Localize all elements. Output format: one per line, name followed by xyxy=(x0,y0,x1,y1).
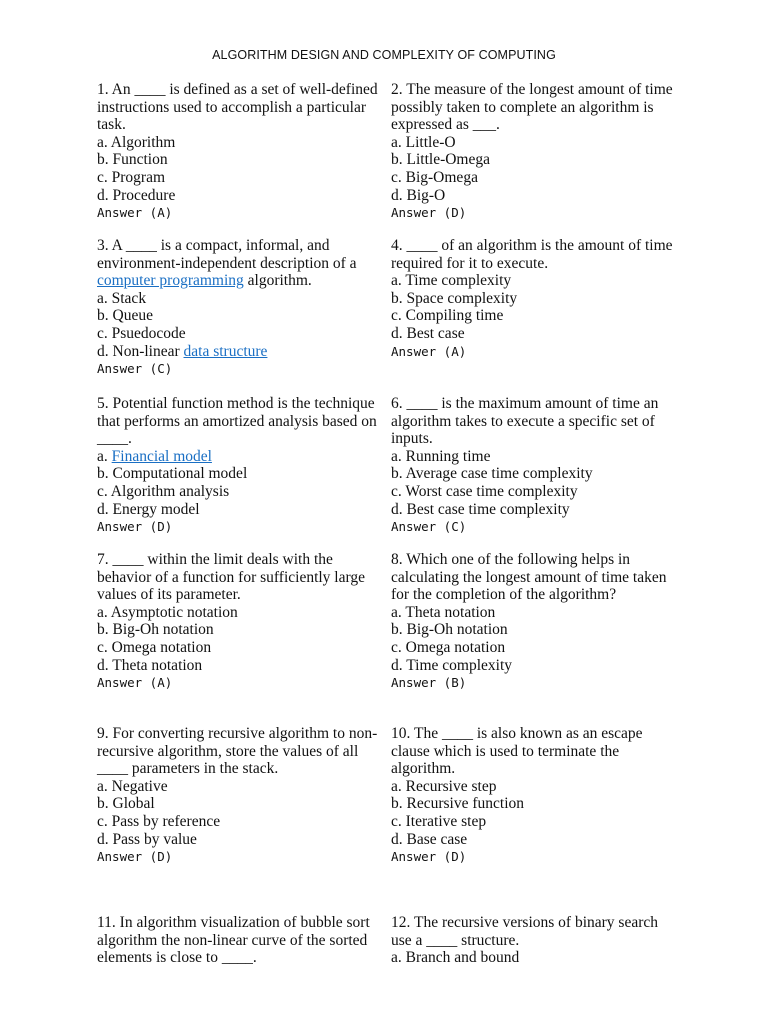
stem-text: algorithm. xyxy=(243,272,312,290)
option-c: c. Omega notation xyxy=(97,638,212,656)
option-d: d. Big-O xyxy=(391,186,446,204)
question-10 xyxy=(391,725,673,866)
question-stem: 6. ____ is the maximum amount of time an algorithm takes to execute a specific set of inputs. xyxy=(391,395,659,448)
option-b: b. Big-Oh notation xyxy=(97,621,214,639)
option-c: c. Compiling time xyxy=(391,307,504,325)
answer: Answer (D) xyxy=(391,205,467,221)
option-b: b. Global xyxy=(97,795,155,813)
option-a xyxy=(97,448,379,466)
question-4 xyxy=(391,237,673,360)
option-d: d. Base case xyxy=(391,830,468,848)
option-a: a. Theta notation xyxy=(391,603,496,621)
question-stem: 11. In algorithm visualization of bubble sort algorithm the non-linear curve of the sorted elements is close to ____. xyxy=(97,914,370,967)
option-c: c. Big-Omega xyxy=(391,168,478,186)
option-text: d. Non-linear xyxy=(97,342,184,360)
option-a: a. Branch and bound xyxy=(391,949,520,967)
question-stem: 4. ____ of an algorithm is the amount of time required for it to execute. xyxy=(391,237,673,272)
option-b: b. Recursive function xyxy=(391,795,525,813)
data-structure-link[interactable]: data structure xyxy=(183,342,268,360)
option-a: a. Asymptotic notation xyxy=(97,603,238,621)
option-d: d. Best case xyxy=(391,324,465,342)
answer: Answer (D) xyxy=(97,849,173,865)
option-c: c. Program xyxy=(97,168,166,186)
answer: Answer (D) xyxy=(391,849,467,865)
option-d: d. Procedure xyxy=(97,186,176,204)
question-2 xyxy=(391,81,673,222)
option-text: a. xyxy=(97,447,112,465)
question-7 xyxy=(97,551,379,692)
option-b: b. Queue xyxy=(97,307,153,325)
option-d: d. Theta notation xyxy=(97,656,203,674)
answer: Answer (D) xyxy=(97,519,173,535)
question-9 xyxy=(97,725,379,866)
question-1 xyxy=(97,81,379,222)
option-c: c. Iterative step xyxy=(391,812,487,830)
question-stem: 5. Potential function method is the technique that performs an amortized analysis based on ____. xyxy=(97,395,377,448)
option-d xyxy=(97,343,379,361)
answer: Answer (A) xyxy=(97,675,173,691)
option-c: c. Worst case time complexity xyxy=(391,482,578,500)
question-11 xyxy=(97,914,379,967)
option-a: a. Recursive step xyxy=(391,777,497,795)
option-a: a. Algorithm xyxy=(97,133,176,151)
option-c: c. Psuedocode xyxy=(97,324,186,342)
option-b: b. Big-Oh notation xyxy=(391,621,508,639)
answer: Answer (B) xyxy=(391,675,467,691)
page-title: ALGORITHM DESIGN AND COMPLEXITY OF COMPUTING xyxy=(212,48,556,62)
option-b: b. Space complexity xyxy=(391,289,518,307)
question-6 xyxy=(391,395,673,536)
option-c: c. Algorithm analysis xyxy=(97,482,230,500)
option-b: b. Little-Omega xyxy=(391,151,490,169)
option-a: a. Time complexity xyxy=(391,272,512,290)
financial-model-link[interactable]: Financial model xyxy=(111,447,212,465)
stem-text: 3. A ____ is a compact, informal, and environment-independent description of a xyxy=(97,237,357,272)
option-d: d. Energy model xyxy=(97,500,200,518)
option-d: d. Best case time complexity xyxy=(391,500,570,518)
answer: Answer (A) xyxy=(391,343,467,359)
question-stem: 2. The measure of the longest amount of time possibly taken to complete an algorithm is expressed as ___. xyxy=(391,81,673,134)
question-5 xyxy=(97,395,379,536)
option-a: a. Running time xyxy=(391,447,491,465)
answer: Answer (C) xyxy=(97,361,173,377)
question-stem: 12. The recursive versions of binary search use a ____ structure. xyxy=(391,914,658,949)
question-stem: 10. The ____ is also known as an escape clause which is used to terminate the algorithm. xyxy=(391,725,643,778)
option-d: d. Time complexity xyxy=(391,656,512,674)
answer: Answer (A) xyxy=(97,205,173,221)
option-a: a. Stack xyxy=(97,289,147,307)
question-stem: 8. Which one of the following helps in calculating the longest amount of time taken for the completion of the algorithm? xyxy=(391,551,667,604)
question-stem: 7. ____ within the limit deals with the behavior of a function for sufficiently large values of its parameter. xyxy=(97,551,366,604)
option-d: d. Pass by value xyxy=(97,830,197,848)
answer: Answer (C) xyxy=(391,519,467,535)
option-b: b. Function xyxy=(97,151,168,169)
question-stem: 9. For converting recursive algorithm to non-recursive algorithm, store the values of all ____ parameters in the stack. xyxy=(97,725,378,778)
option-a: a. Negative xyxy=(97,777,168,795)
option-b: b. Computational model xyxy=(97,465,248,483)
computer-programming-link[interactable]: computer programming xyxy=(97,272,244,290)
question-12 xyxy=(391,914,673,967)
option-c: c. Omega notation xyxy=(391,638,506,656)
question-3 xyxy=(97,237,379,378)
option-c: c. Pass by reference xyxy=(97,812,221,830)
option-b: b. Average case time complexity xyxy=(391,465,593,483)
question-8 xyxy=(391,551,673,692)
question-stem: 1. An ____ is defined as a set of well-defined instructions used to accomplish a particular task. xyxy=(97,81,378,134)
question-stem xyxy=(97,237,379,290)
option-a: a. Little-O xyxy=(391,133,456,151)
